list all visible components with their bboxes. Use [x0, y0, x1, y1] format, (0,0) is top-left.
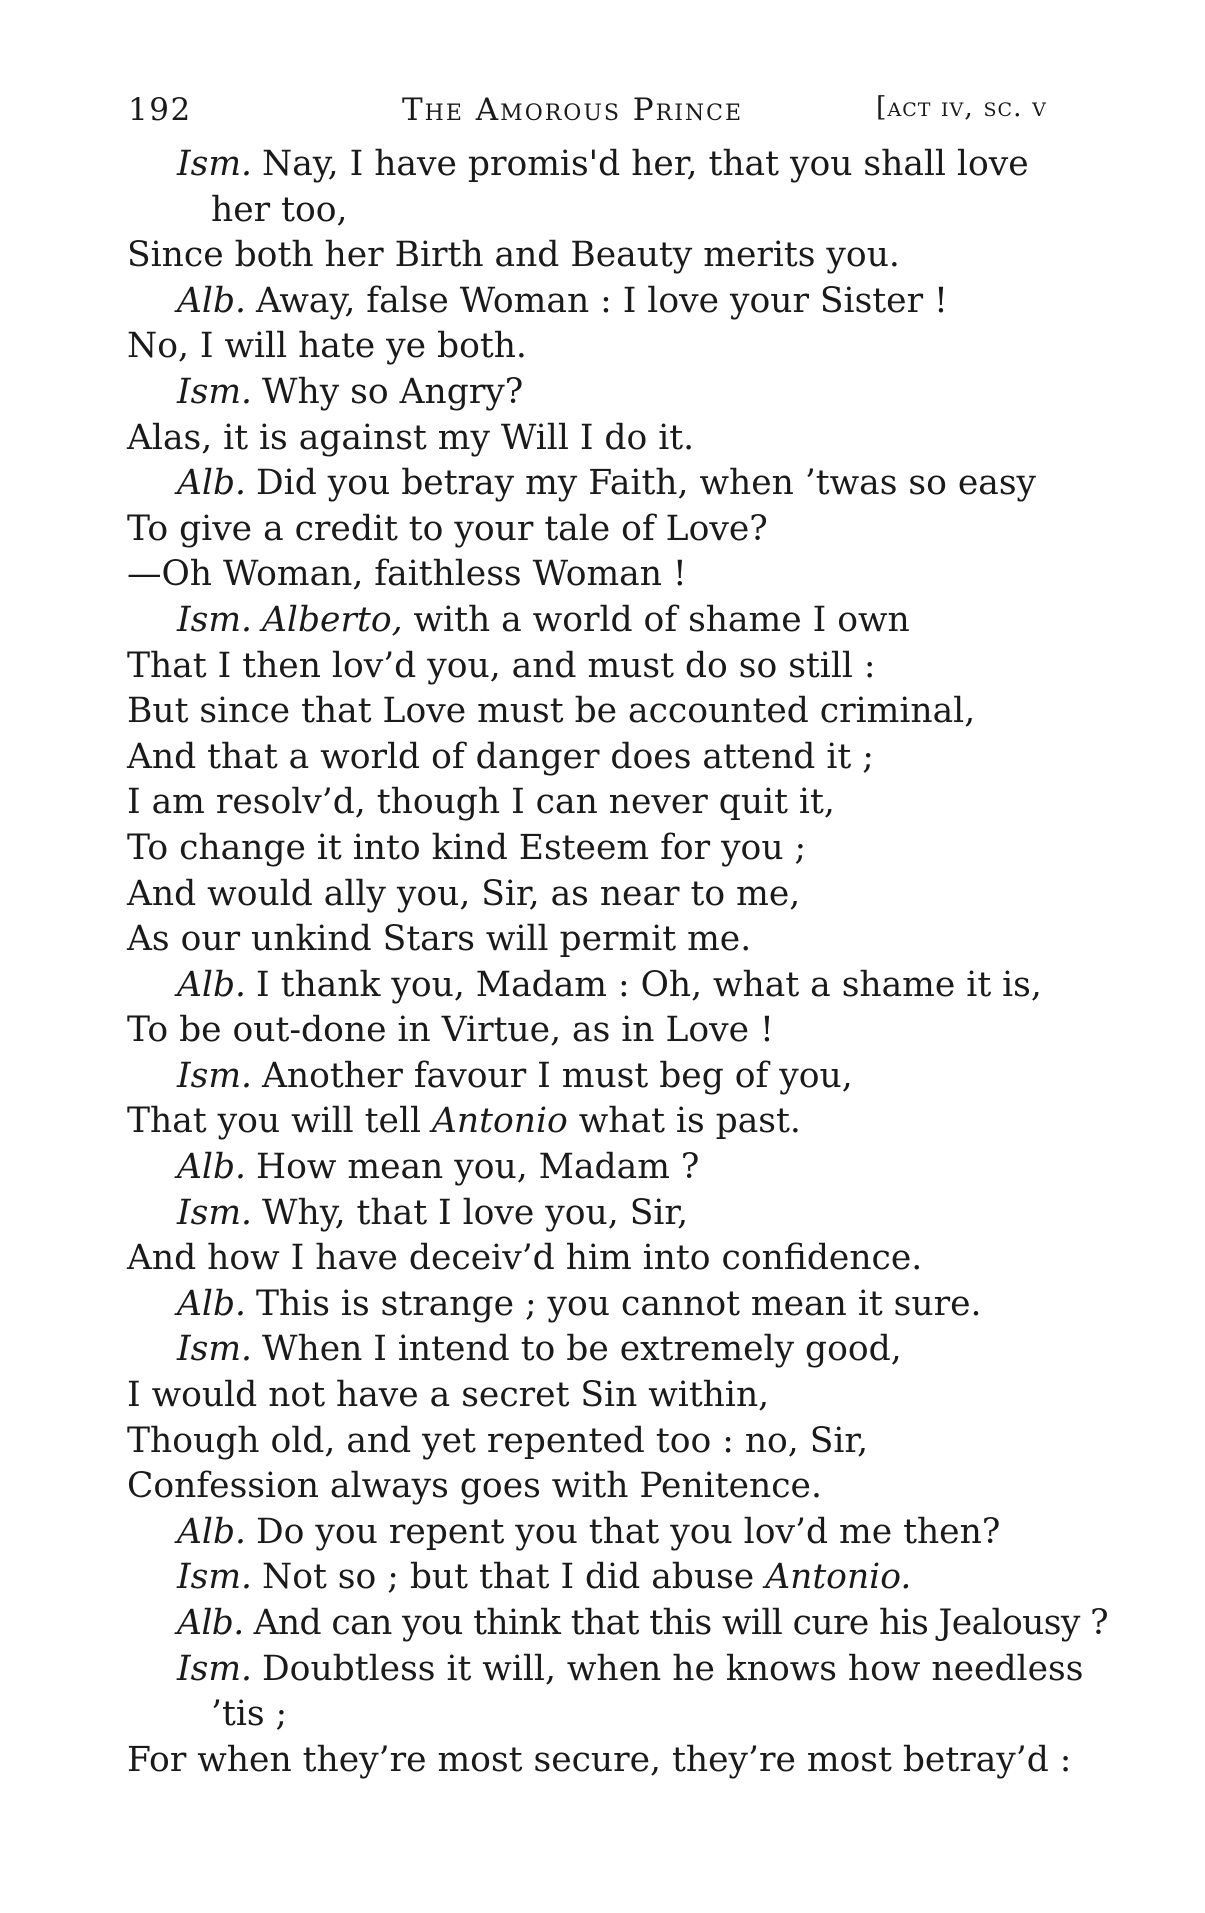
line-text: Since both her Birth and Beauty merits you. [127, 235, 900, 276]
text-line [127, 1327, 1112, 1373]
speaker-label: Ism. [177, 1192, 253, 1233]
text-line [127, 1099, 1112, 1145]
speaker-label: Alb. [177, 1511, 246, 1552]
line-text: Away, false Woman : I love your Sister ! [256, 280, 948, 321]
line-text: what is past. [578, 1101, 801, 1142]
line-text: Do you repent you that you lov’d me then? [256, 1511, 1001, 1552]
text-line [127, 507, 1112, 553]
text-line [127, 1282, 1112, 1328]
speaker-label: Ism. [177, 599, 253, 640]
line-text: And would ally you, Sir, as near to me, [127, 873, 801, 914]
line-text: To change it into kind Esteem for you ; [127, 827, 807, 868]
line-text: When I intend to be extremely good, [262, 1329, 902, 1370]
line-text: To give a credit to your tale of Love? [127, 508, 768, 549]
speaker-label: Ism. [177, 1648, 253, 1689]
text-line [127, 644, 1112, 690]
text-line [127, 1145, 1112, 1191]
speaker-label: Alb. [177, 1283, 246, 1324]
line-text: And can you think that this will cure his Jealousy ? [253, 1603, 1109, 1643]
speaker-label: Ism. [177, 1557, 253, 1598]
speaker-label: Alb. [177, 280, 246, 321]
line-text: I thank you, Madam : Oh, what a shame it is, [256, 964, 1042, 1005]
line-text: That I then lov’d you, and must do so still : [127, 645, 876, 686]
text-line [127, 279, 1112, 325]
line-text: I am resolv’d, though I can never quit it, [127, 782, 835, 823]
text-line [127, 1647, 1112, 1693]
line-text: Though old, and yet repented too : no, Sir, [127, 1420, 869, 1461]
speaker-label: Ism. [177, 144, 253, 184]
line-text: And how I have deceiv’d him into confidence. [127, 1238, 923, 1279]
text-line [127, 233, 1112, 279]
running-header [128, 92, 1098, 136]
line-text: Why so Angry? [262, 371, 524, 412]
line-text: ’tis ; [211, 1694, 288, 1735]
text-line [127, 735, 1112, 781]
text-line [127, 552, 1112, 598]
text-line [127, 1191, 1112, 1237]
text-line [127, 188, 1112, 234]
character-name: Antonio. [765, 1557, 912, 1598]
line-text: I would not have a secret Sin within, [127, 1375, 770, 1416]
text-line [127, 917, 1112, 963]
line-text: Why, that I love you, Sir, [262, 1192, 689, 1233]
text-line [127, 1054, 1112, 1100]
text-line [127, 1738, 1112, 1784]
text-line [127, 826, 1112, 872]
text-line [127, 963, 1112, 1009]
speaker-label: Alb. [177, 1603, 244, 1643]
line-text: And that a world of danger does attend it ; [127, 736, 874, 777]
speaker-label: Ism. [177, 1329, 253, 1370]
text-line [127, 1555, 1112, 1601]
line-text: with a world of shame I own [413, 599, 910, 640]
text-line [127, 872, 1112, 918]
line-text: Nay, I have promis'd her, that you shall love [262, 144, 1029, 184]
text-line [127, 1008, 1112, 1054]
text-line [127, 1510, 1112, 1556]
running-title: The Amorous Prince [402, 92, 744, 128]
speaker-label: Alb. [177, 964, 246, 1005]
text-line [127, 324, 1112, 370]
line-text: How mean you, Madam ? [256, 1147, 700, 1188]
text-line [127, 461, 1112, 507]
line-text: Another favour I must beg of you, [262, 1055, 853, 1096]
line-text: Doubtless it will, when he knows how needless [262, 1648, 1084, 1689]
line-text: To be out-done in Virtue, as in Love ! [127, 1010, 774, 1051]
text-line [127, 1419, 1112, 1465]
text-line [127, 1601, 1112, 1647]
page-number: 192 [128, 92, 192, 128]
character-name: Alberto, [262, 599, 403, 640]
speaker-label: Alb. [177, 1147, 246, 1188]
line-text: This is strange ; you cannot mean it sure. [256, 1283, 982, 1324]
play-text [127, 142, 1112, 1783]
line-text: As our unkind Stars will permit me. [127, 919, 752, 960]
text-line [127, 780, 1112, 826]
line-text: her too, [211, 189, 348, 230]
text-line [127, 1692, 1112, 1738]
line-text: —Oh Woman, faithless Woman ! [127, 554, 687, 595]
character-name: Antonio [432, 1101, 568, 1142]
text-line [127, 1464, 1112, 1510]
text-line [127, 1236, 1112, 1282]
speaker-label: Ism. [177, 1055, 253, 1096]
act-scene-label: [act iv, sc. v [876, 92, 1047, 123]
line-text: No, I will hate ye both. [127, 326, 527, 367]
line-text: Confession always goes with Penitence. [127, 1466, 822, 1507]
line-text: Did you betray my Faith, when ’twas so easy [256, 463, 1037, 504]
text-line [127, 142, 1112, 188]
speaker-label: Ism. [177, 371, 253, 412]
line-text: That you will tell [127, 1101, 422, 1142]
text-line [127, 598, 1112, 644]
speaker-label: Alb. [177, 463, 246, 504]
line-text: Not so ; but that I did abuse [262, 1557, 755, 1598]
text-line [127, 1373, 1112, 1419]
line-text: For when they’re most secure, they’re most betray’d : [127, 1739, 1072, 1780]
text-line [127, 370, 1112, 416]
line-text: But since that Love must be accounted criminal, [127, 691, 976, 732]
text-line [127, 416, 1112, 462]
line-text: Alas, it is against my Will I do it. [127, 417, 695, 458]
text-line [127, 689, 1112, 735]
